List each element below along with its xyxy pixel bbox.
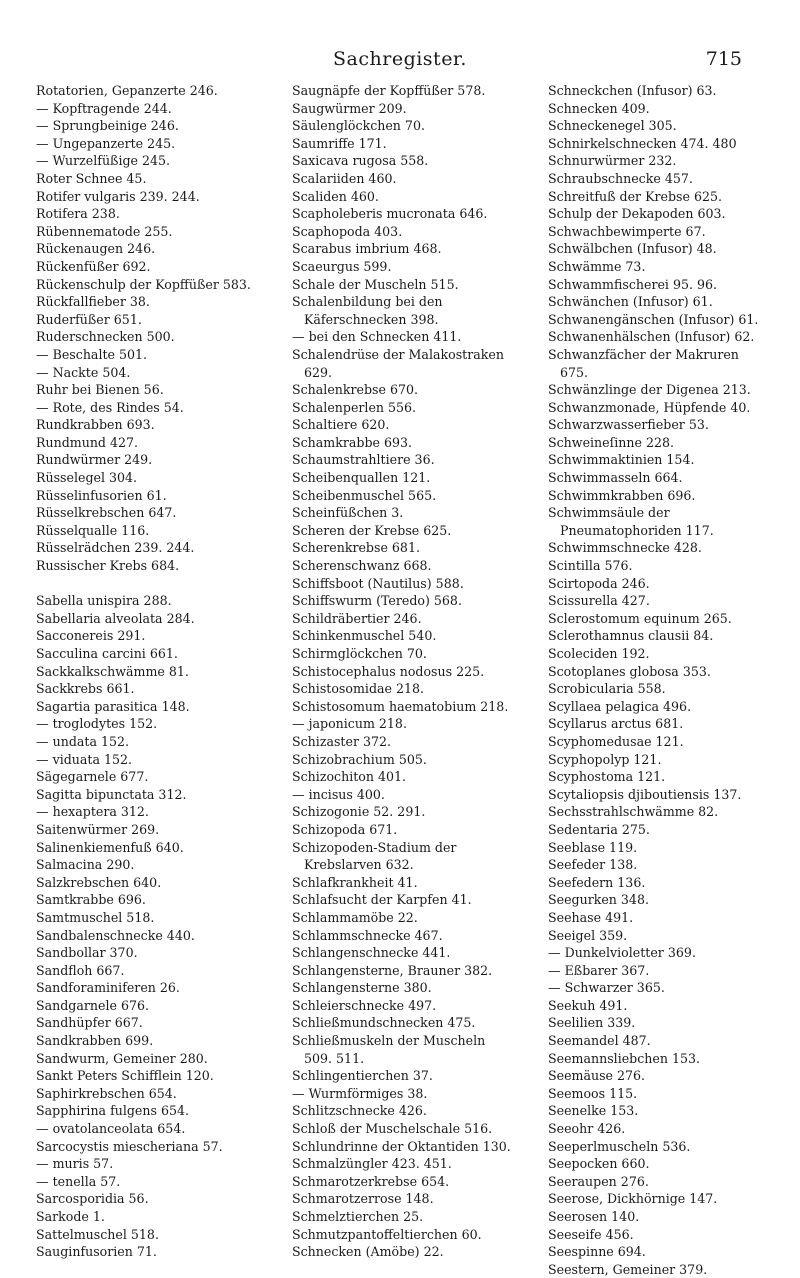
index-entry: Schalenkrebse 670. — [292, 382, 419, 398]
index-entry: Sclerostomum equinum 265. — [548, 610, 732, 626]
index-entry: Rotatorien, Gepanzerte 246. — [36, 83, 218, 98]
index-entry: Schwänzlinge der Digenea 213. — [548, 382, 751, 398]
index-entry: Seestern, Gemeiner 379. — [548, 1261, 708, 1277]
index-entry: Schalenbildung bei den Käferschnecken 398. — [292, 294, 443, 327]
index-entry: Schale der Muscheln 515. — [292, 276, 459, 292]
index-entry: Seerose, Dickhörnige 147. — [548, 1191, 718, 1207]
index-entry: Sacconereis 291. — [36, 628, 146, 644]
index-entry: Schloß der Muschelschale 516. — [292, 1121, 493, 1137]
index-entry: Schizochiton 401. — [292, 769, 407, 785]
index-entry: Schnecken 409. — [548, 100, 650, 116]
index-entry: Schaltiere 620. — [292, 417, 390, 433]
index-entry: Schwammfischerei 95. 96. — [548, 276, 718, 292]
index-entry: Schlangenschnecke 441. — [292, 945, 451, 961]
index-entry: Schmalzüngler 423. 451. — [292, 1156, 452, 1172]
index-entry: — incisus 400. — [292, 786, 385, 802]
index-entry: Sattelmuschel 518. — [36, 1226, 159, 1242]
index-entry: Seemandel 487. — [548, 1033, 651, 1049]
index-entry: Schmelztierchen 25. — [292, 1209, 424, 1224]
index-entry: Sägegarnele 677. — [36, 769, 149, 785]
index-entry: Sclerothamnus clausii 84. — [548, 628, 714, 644]
index-entry: Schistosomum haematobium 218. — [292, 698, 509, 714]
index-entry: Rüsselinfusorien 61. — [36, 487, 167, 503]
index-entry: — Kopftragende 244. — [36, 100, 172, 116]
index-entry: Sandfloh 667. — [36, 962, 125, 978]
index-entry: — Eßbarer 367. — [548, 962, 650, 978]
index-entry: Scyllaea pelagica 496. — [548, 698, 692, 714]
index-entry: Scyllarus arctus 681. — [548, 716, 684, 732]
index-entry: Schizaster 372. — [292, 733, 392, 749]
index-entry: Scyphopolyp 121. — [548, 751, 662, 767]
index-entry: Schiffsboot (Nautilus) 588. — [292, 575, 464, 591]
index-entry: Rüsselrädchen 239. 244. — [36, 540, 195, 556]
index-entry: Scotoplanes globosa 353. — [548, 663, 711, 679]
index-entry: Rotifera 238. — [36, 206, 120, 222]
index-entry: Schlafkrankheit 41. — [292, 874, 418, 890]
index-entry: Schließmuskeln der Muscheln 509. 511. — [292, 1033, 486, 1066]
index-entry: Seepocken 660. — [548, 1156, 650, 1172]
index-entry: Sandkrabben 699. — [36, 1033, 154, 1049]
index-entry: Sackkalkschwämme 81. — [36, 663, 189, 679]
index-entry: Salzkrebschen 640. — [36, 874, 162, 890]
index-entry: Schiffswurm (Teredo) 568. — [292, 593, 462, 609]
index-entry: Seeraupen 276. — [548, 1173, 649, 1189]
index-entry: Rundkrabben 693. — [36, 417, 155, 433]
index-entry: Scintilla 576. — [548, 558, 633, 574]
index-entry: Rüsselkrebschen 647. — [36, 505, 177, 521]
index-entry: Scrobicularia 558. — [548, 681, 666, 697]
index-entry: Schlafsucht der Karpfen 41. — [292, 892, 472, 908]
index-entry: Schaumstrahltiere 36. — [292, 452, 435, 468]
index-entry: Sagartia parasitica 148. — [36, 698, 190, 714]
index-entry: Saugwürmer 209. — [292, 100, 407, 116]
index-entry: Ruhr bei Bienen 56. — [36, 382, 164, 398]
index-entry: — undata 152. — [36, 733, 130, 749]
index-entry: Rüsselqualle 116. — [36, 522, 150, 538]
index-entry: Sarcocystis miescheriana 57. — [36, 1138, 223, 1154]
index-entry: — Schwarzer 365. — [548, 980, 665, 996]
index-entry: Scaeurgus 599. — [292, 258, 392, 274]
index-entry: Säulenglöckchen 70. — [292, 118, 425, 134]
index-entry: Sandbollar 370. — [36, 945, 138, 961]
index-entry: Schließmundschnecken 475. — [292, 1015, 476, 1031]
index-entry: — hexaptera 312. — [36, 804, 149, 820]
index-entry: Schizopoden-Stadium der Krebslarven 632. — [292, 839, 457, 873]
index-entry: Schlingentierchen 37. — [292, 1068, 433, 1084]
index-entry: — ovatolanceolata 654. — [36, 1121, 186, 1137]
index-entry: Seeigel 359. — [548, 927, 628, 943]
index-entry: Schizopoda 671. — [292, 821, 398, 837]
index-entry: Ruderschnecken 500. — [36, 329, 175, 345]
index-entry: Sackkrebs 661. — [36, 681, 135, 697]
page-title: Sachregister. — [333, 48, 467, 70]
index-entry: Schwimmkrabben 696. — [548, 487, 696, 503]
index-entry: — Sprungbeinige 246. — [36, 118, 179, 134]
index-entry: Rückenschulp der Kopffüßer 583. — [36, 276, 251, 292]
index-entry: Scherenkrebse 681. — [292, 540, 420, 556]
index-entry: Russischer Krebs 684. — [36, 558, 180, 574]
index-entry: Schwälbchen (Infusor) 48. — [548, 241, 717, 257]
index-entry: — Beschalte 501. — [36, 346, 148, 362]
index-entry: Schwimmschnecke 428. — [548, 540, 702, 556]
index-entry: Schnirkelschnecken 474. 480 — [548, 135, 737, 151]
index-entry: Seefeder 138. — [548, 857, 638, 873]
index-entry: Seemoos 115. — [548, 1085, 638, 1101]
index-entry: — Rote, des Rindes 54. — [36, 399, 184, 415]
index-entry: Sauginfusorien 71. — [36, 1244, 157, 1260]
index-entry: — Wurzelfüßige 245. — [36, 153, 171, 169]
index-entry: Seemäuse 276. — [548, 1068, 646, 1084]
index-entry: Schwachbewimperte 67. — [548, 223, 706, 239]
index-entry: Seeohr 426. — [548, 1121, 626, 1137]
index-entry: — viduata 152. — [36, 751, 133, 767]
index-entry: Rundwürmer 249. — [36, 452, 153, 468]
index-entry: Schlammschnecke 467. — [292, 927, 443, 943]
index-entry: Scoleciden 192. — [548, 646, 650, 661]
index-entry: Schreitfuß der Krebse 625. — [548, 188, 722, 204]
index-entry: Rundmund 427. — [36, 434, 139, 450]
index-entry: Seekuh 491. — [548, 997, 628, 1013]
index-entry: Scherenschwanz 668. — [292, 558, 432, 574]
index-entry: Sandgarnele 676. — [36, 997, 149, 1013]
index-entry: Saumriffe 171. — [292, 135, 387, 151]
index-entry: Schneckchen (Infusor) 63. — [548, 83, 717, 98]
index-entry: Schizogonie 52. 291. — [292, 804, 426, 820]
index-entry: Schlundrinne der Oktantiden 130. — [292, 1138, 511, 1154]
index-column-middle — [292, 82, 516, 1261]
index-entry: Schizobrachium 505. — [292, 751, 427, 767]
index-entry: Schalendrüse der Malakostraken 629. — [292, 346, 504, 380]
index-entry: Schlitzschnecke 426. — [292, 1103, 427, 1119]
index-entry: Schmarotzerrose 148. — [292, 1191, 434, 1207]
index-entry: Scheibenmuschel 565. — [292, 487, 437, 503]
section-gap — [36, 575, 252, 593]
index-entry: Schwänchen (Infusor) 61. — [548, 294, 713, 310]
index-entry: Scissurella 427. — [548, 593, 650, 609]
index-column-right — [548, 82, 766, 1278]
index-entry: Seeseife 456. — [548, 1226, 634, 1242]
index-entry: — Ungepanzerte 245. — [36, 135, 176, 151]
index-entry: — Nackte 504. — [36, 364, 131, 380]
index-entry: Scheibenquallen 121. — [292, 470, 431, 486]
index-entry: Samtmuschel 518. — [36, 909, 155, 925]
index-entry: Scapholeberis mucronata 646. — [292, 206, 488, 222]
index-entry: — muris 57. — [36, 1156, 114, 1172]
index-entry: Schwimmaktinien 154. — [548, 452, 695, 468]
index-entry: Schistosomidae 218. — [292, 681, 425, 697]
index-entry: Rückfallfieber 38. — [36, 294, 150, 310]
index-entry: Roter Schnee 45. — [36, 170, 147, 186]
index-entry: Scarabus imbrium 468. — [292, 241, 442, 257]
index-entry: Schlammamöbe 22. — [292, 909, 418, 925]
index-entry: Salmacina 290. — [36, 857, 135, 873]
index-entry: Schildräbertier 246. — [292, 610, 422, 626]
index-entry: Scyphomedusae 121. — [548, 733, 684, 749]
index-entry: Saxicava rugosa 558. — [292, 153, 429, 169]
index-entry: Schneckenegel 305. — [548, 118, 677, 134]
index-entry: Schwämme 73. — [548, 258, 646, 274]
index-entry: Seegurken 348. — [548, 892, 649, 908]
index-entry: Scheren der Krebse 625. — [292, 522, 452, 538]
index-entry: Saphirkrebschen 654. — [36, 1085, 177, 1101]
index-entry: Scheinfüßchen 3. — [292, 505, 404, 521]
index-entry: — troglodytes 152. — [36, 716, 158, 732]
index-entry: Seerosen 140. — [548, 1209, 640, 1224]
index-entry: Sechsstrahlschwämme 82. — [548, 804, 719, 820]
index-entry: Schwimmsäule der Pneumatophoriden 117. — [548, 505, 714, 538]
index-entry: Schnecken (Amöbe) 22. — [292, 1244, 444, 1260]
index-column-left — [36, 82, 252, 1261]
index-entry: Schnurwürmer 232. — [548, 153, 677, 169]
index-entry: Rückenaugen 246. — [36, 241, 156, 257]
index-entry: Seenelke 153. — [548, 1103, 639, 1119]
index-entry: Seehase 491. — [548, 909, 634, 925]
page-header — [0, 44, 800, 74]
index-entry: Sacculina carcini 661. — [36, 646, 178, 661]
index-entry: — tenella 57. — [36, 1173, 121, 1189]
index-entry: Ruderfüßer 651. — [36, 311, 142, 327]
index-entry: Schmarotzerkrebse 654. — [292, 1173, 450, 1189]
index-entry: Rüsselegel 304. — [36, 470, 138, 486]
index-entry: — Dunkelvioletter 369. — [548, 945, 696, 961]
index-entry: Schalenperlen 556. — [292, 399, 417, 415]
index-entry: Schraubschnecke 457. — [548, 170, 693, 186]
index-entry: Seefedern 136. — [548, 874, 646, 890]
index-entry: Sarkode 1. — [36, 1209, 105, 1224]
index-entry: Schmutzpantoffeltierchen 60. — [292, 1226, 482, 1242]
index-entry: Sagitta bipunctata 312. — [36, 786, 187, 802]
index-entry: Seemannsliebchen 153. — [548, 1050, 701, 1066]
index-entry: Schirmglöckchen 70. — [292, 646, 427, 661]
index-entry: Scirtopoda 246. — [548, 575, 650, 591]
index-entry: Seeperlmuscheln 536. — [548, 1138, 691, 1154]
index-entry: Scaliden 460. — [292, 188, 379, 204]
index-entry: Schwanzfächer der Makruren 675. — [548, 346, 739, 380]
index-entry: Sandhüpfer 667. — [36, 1015, 143, 1031]
index-entry: Scytaliopsis djiboutiensis 137. — [548, 786, 742, 802]
index-entry: Schwanenhälschen (Infusor) 62. — [548, 329, 755, 345]
index-entry: Schleierschnecke 497. — [292, 997, 437, 1013]
page-number: 715 — [705, 48, 742, 70]
index-entry: Sandforaminiferen 26. — [36, 980, 180, 996]
index-entry: — japonicum 218. — [292, 716, 407, 732]
index-entry: Scaphopoda 403. — [292, 223, 403, 239]
index-entry: Seespinne 694. — [548, 1244, 646, 1260]
index-entry: Schwimmasseln 664. — [548, 470, 683, 486]
index-entry: Schlangensterne, Brauner 382. — [292, 962, 493, 978]
index-entry: Sabella unispira 288. — [36, 593, 172, 609]
index-entry: Sandbalenschnecke 440. — [36, 927, 195, 943]
index-entry: Scyphostoma 121. — [548, 769, 666, 785]
index-entry: Sankt Peters Schifflein 120. — [36, 1068, 214, 1084]
index-entry: — bei den Schnecken 411. — [292, 329, 462, 345]
index-entry: Schwarzwasserfieber 53. — [548, 417, 709, 433]
index-entry: Seelilien 339. — [548, 1015, 636, 1031]
index-entry: Saitenwürmer 269. — [36, 821, 160, 837]
index-entry: Schinkenmuschel 540. — [292, 628, 437, 644]
index-entry: Schamkrabbe 693. — [292, 434, 413, 450]
index-entry: Schulp der Dekapoden 603. — [548, 206, 726, 222]
index-entry: Schwanengänschen (Infusor) 61. — [548, 311, 759, 327]
index-entry: Rübennematode 255. — [36, 223, 173, 239]
index-entry: — Wurmförmiges 38. — [292, 1085, 428, 1101]
index-entry: Scalariiden 460. — [292, 170, 397, 186]
index-entry: Sandwurm, Gemeiner 280. — [36, 1050, 208, 1066]
index-entry: Schlangensterne 380. — [292, 980, 432, 996]
index-entry: Schweineſinne 228. — [548, 434, 675, 450]
index-entry: Schwanzmonade, Hüpfende 40. — [548, 399, 751, 415]
index-entry: Rückenfüßer 692. — [36, 258, 151, 274]
index-entry: Schistocephalus nodosus 225. — [292, 663, 485, 679]
index-entry: Sarcosporidia 56. — [36, 1191, 149, 1207]
index-entry: Seeblase 119. — [548, 839, 638, 855]
index-entry: Sapphirina fulgens 654. — [36, 1103, 190, 1119]
index-entry: Sedentaria 275. — [548, 821, 650, 837]
index-entry: Saugnäpfe der Kopffüßer 578. — [292, 83, 486, 98]
index-entry: Salinenkiemenfuß 640. — [36, 839, 184, 855]
index-entry: Sabellaria alveolata 284. — [36, 610, 195, 626]
index-entry: Samtkrabbe 696. — [36, 892, 146, 908]
index-entry: Rotifer vulgaris 239. 244. — [36, 188, 200, 204]
